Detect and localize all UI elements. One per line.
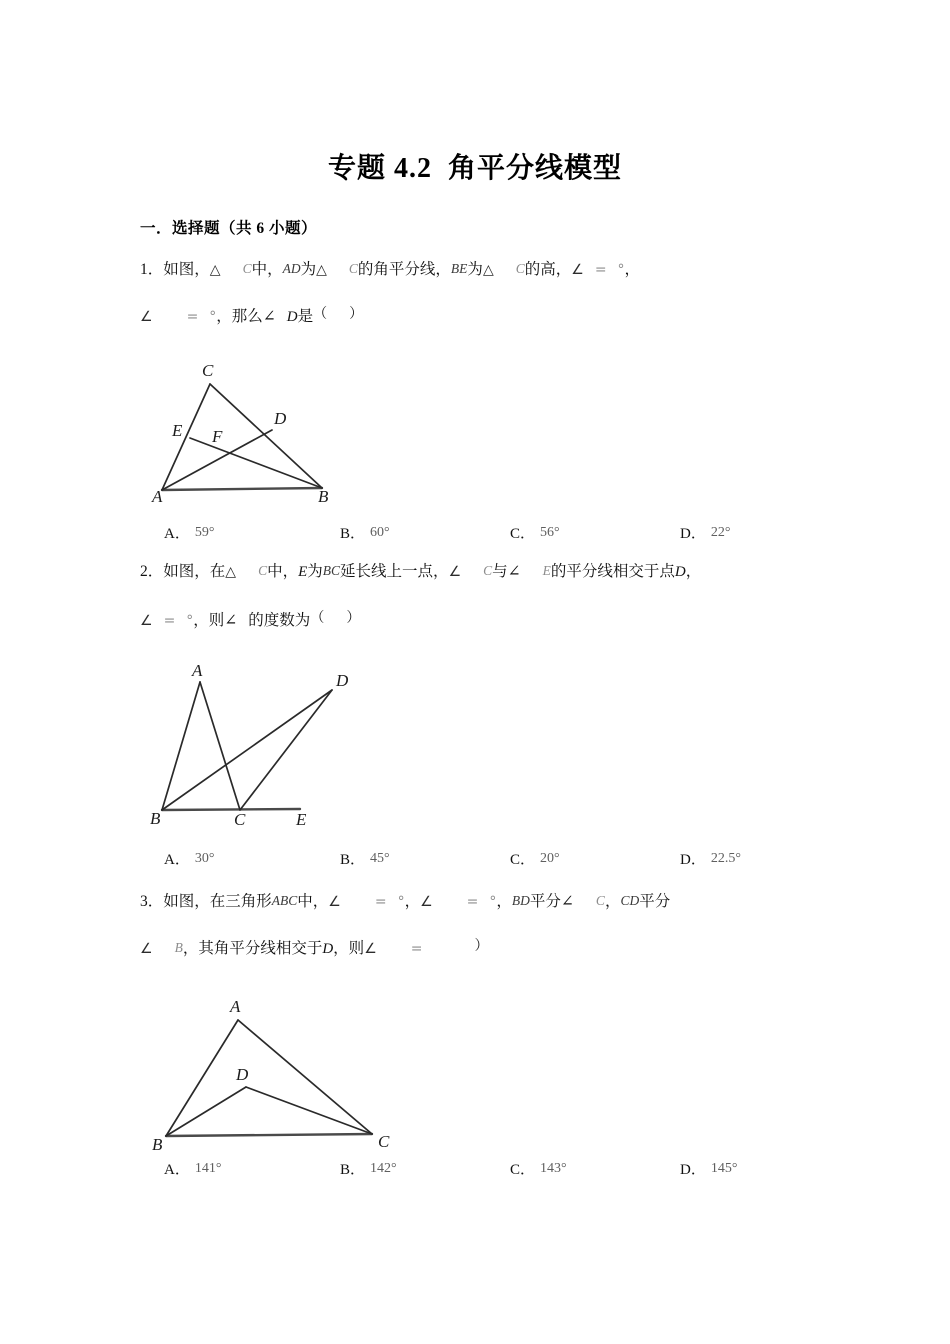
q1-option-D-label: D．: [680, 526, 706, 542]
q1-option-A[interactable]: [164, 522, 214, 543]
q1-vertex-label-C: C: [202, 362, 214, 380]
q1-text-f: 的高，: [524, 261, 572, 278]
q1-triangle-symbol-3: △: [482, 262, 494, 278]
q3-text-d: 平分: [639, 893, 671, 910]
q1-triangle-1-tail: C: [242, 261, 252, 276]
q2-option-C-label: C．: [510, 852, 536, 868]
q3-point-d: D: [322, 941, 334, 957]
question-1-options: [150, 522, 850, 548]
q3-option-C-label: C．: [510, 1162, 536, 1178]
q3-vertex-label-B: B: [152, 1135, 163, 1152]
q3-triangle-abc: ABC: [271, 893, 298, 908]
q1-option-C-value: 56°: [540, 525, 560, 540]
q3-angle-3-tail: C: [595, 893, 605, 908]
q2-option-D-value: 22.5°: [710, 851, 741, 866]
q3-angle-symbol-4: ∠: [140, 941, 153, 957]
q1-equals-1: =: [594, 262, 607, 278]
q2-vertex-label-D: D: [336, 671, 349, 690]
q1-segment-AB: [162, 488, 322, 490]
q3-text-b: 中，: [297, 893, 329, 910]
q2-text-g: ，则∠: [193, 612, 238, 629]
q1-segment-be: BE: [450, 261, 468, 276]
q3-segment-BD: [166, 1087, 246, 1136]
q2-option-D-label: D．: [680, 852, 706, 868]
q1-option-B-value: 60°: [370, 525, 390, 540]
question-3-number: 3．: [140, 893, 164, 910]
q2-triangle-1-tail: C: [258, 563, 268, 578]
q3-angle-symbol-1: ∠: [328, 894, 341, 910]
q3-text-f: ，则: [333, 940, 365, 957]
q2-option-A-value: 30°: [194, 851, 215, 866]
q3-comma-3: ，: [604, 893, 621, 910]
q1-option-A-label: A．: [164, 526, 190, 542]
q3-option-B[interactable]: [340, 1158, 397, 1179]
q2-option-C[interactable]: [510, 848, 560, 869]
q3-equals-2: =: [466, 894, 479, 910]
q3-segment-DC: [246, 1087, 372, 1134]
q3-vertex-label-C: C: [378, 1132, 390, 1151]
q1-point-d: D: [286, 309, 298, 325]
q1-vertex-label-A: A: [152, 487, 163, 502]
question-3-line-2: [140, 936, 488, 960]
q2-option-B[interactable]: [340, 848, 390, 869]
q1-equals-2: =: [186, 309, 199, 325]
q1-triangle-symbol-1: △: [209, 262, 221, 278]
q3-segment-BA: [166, 1020, 238, 1136]
q2-vertex-label-C: C: [234, 810, 246, 827]
q2-segment-CD: [240, 690, 332, 810]
q3-option-A-value: 141°: [194, 1161, 222, 1176]
q2-segment-AC: [200, 682, 240, 810]
q2-triangle-symbol-1: △: [225, 564, 237, 580]
q2-option-A[interactable]: [164, 848, 214, 869]
q1-segment-CB: [210, 384, 322, 488]
q2-vertex-label-A: A: [192, 662, 203, 680]
q2-text-a: 如图，在: [163, 563, 226, 580]
q3-paren-close: ）: [474, 939, 489, 954]
q1-vertex-label-D: D: [274, 409, 287, 428]
q1-option-D-value: 22°: [710, 525, 731, 540]
q1-paren-open: （: [313, 307, 328, 322]
q1-angle-symbol-1: ∠: [571, 262, 584, 278]
q2-option-A-label: A．: [164, 852, 190, 868]
q2-text-c: 为: [307, 563, 323, 580]
section-header-choice-questions: 一．选择题（共 6 小题）: [140, 220, 318, 237]
question-3-figure: [150, 992, 400, 1152]
q1-segment-ad: AD: [282, 261, 301, 276]
question-2-options: [150, 848, 850, 874]
q1-text-d: 的角平分线，: [357, 261, 451, 278]
q3-option-C[interactable]: [510, 1158, 567, 1179]
q2-option-C-value: 20°: [540, 851, 560, 866]
q1-comma-1: ，: [624, 261, 641, 278]
q2-paren-open: （: [310, 611, 325, 626]
question-3-line-1: [140, 890, 670, 913]
q3-comma-2: ，: [496, 893, 512, 910]
q1-triangle-symbol-2: △: [316, 262, 327, 278]
q1-text-h: 是: [297, 308, 314, 325]
q2-degree-1: °: [186, 613, 194, 629]
q2-angle-1-tail: C: [483, 563, 493, 578]
q3-equals-3: =: [410, 941, 423, 957]
q3-vertex-label-D: D: [236, 1065, 249, 1084]
q3-segment-AC: [238, 1020, 372, 1134]
q3-option-A-label: A．: [164, 1162, 190, 1178]
q3-angle-symbol-5: ∠: [364, 941, 377, 957]
question-2-line-2: [140, 608, 360, 632]
q2-vertex-label-E: E: [296, 810, 307, 827]
q2-point-d: D: [674, 564, 686, 580]
q1-option-C-label: C．: [510, 526, 536, 542]
q3-option-D-label: D．: [680, 1162, 706, 1178]
q2-text-d: 延长线上一点，: [340, 563, 449, 580]
question-1-line-2: [140, 304, 363, 328]
q3-text-a: 如图，在三角形: [163, 893, 272, 910]
q3-segment-bd: BD: [511, 893, 530, 908]
q3-segment-BC: [166, 1134, 372, 1136]
q1-paren-close: ）: [349, 307, 364, 322]
q3-option-B-value: 142°: [370, 1161, 397, 1176]
q1-degree-2: °: [209, 309, 217, 325]
question-3-options: [150, 1158, 850, 1184]
q2-text-f: 的平分线相交于点: [550, 563, 675, 580]
q2-option-B-label: B．: [340, 852, 366, 868]
question-2-number: 2．: [140, 563, 164, 580]
q3-option-D[interactable]: [680, 1158, 737, 1179]
q3-option-D-value: 145°: [710, 1161, 738, 1176]
q2-segment-BE: [162, 809, 300, 810]
q2-text-e: 与∠: [492, 563, 521, 580]
q2-point-e: E: [298, 564, 308, 580]
q3-degree-2: °: [489, 894, 497, 910]
question-1-figure: [150, 362, 350, 502]
q1-segment-AC: [162, 384, 210, 490]
q2-segment-BD: [162, 690, 332, 810]
q1-degree-1: °: [617, 262, 625, 278]
q1-vertex-label-B: B: [318, 487, 329, 502]
q2-angle-symbol-1: ∠: [448, 564, 462, 580]
q1-triangle-3-tail: C: [515, 261, 525, 276]
q3-vertex-label-A: A: [230, 997, 241, 1016]
question-1-number: 1．: [140, 261, 164, 278]
page-title: 专题 4.2 角平分线模型: [327, 153, 622, 184]
q1-vertex-label-F: F: [212, 427, 223, 446]
q1-option-B-label: B．: [340, 526, 366, 542]
question-1-line-1: [140, 258, 640, 281]
q3-angle-4-tail: B: [174, 940, 183, 955]
q3-option-C-value: 143°: [540, 1161, 567, 1176]
q1-text-a: 如图，: [163, 261, 210, 278]
q2-paren-close: ）: [346, 611, 361, 626]
q3-angle-symbol-2: ∠: [420, 894, 433, 910]
q2-equals-1: =: [163, 613, 176, 629]
q2-angle-2-tail: E: [542, 563, 551, 578]
q1-text-e: 为: [467, 261, 483, 278]
q3-degree-1: °: [397, 894, 405, 910]
q3-equals-1: =: [374, 894, 387, 910]
q1-option-B[interactable]: [340, 522, 390, 543]
q1-text-b: 中，: [251, 261, 283, 278]
q1-text-c: 为: [300, 261, 317, 278]
q1-option-C[interactable]: [510, 522, 560, 543]
q3-comma-1: ，: [404, 893, 421, 910]
q1-angle-symbol-2: ∠: [140, 309, 153, 325]
q2-segment-BA: [162, 682, 200, 810]
q1-text-g: ，那么∠: [216, 308, 276, 325]
q2-vertex-label-B: B: [150, 809, 161, 827]
q2-segment-bc: BC: [322, 563, 341, 578]
q2-text-h: 的度数为: [248, 612, 311, 629]
q1-triangle-2-tail: C: [348, 261, 358, 276]
q1-option-D[interactable]: [680, 522, 730, 543]
q1-option-A-value: 59°: [194, 525, 215, 540]
q2-comma-1: ，: [685, 563, 702, 580]
q3-option-B-label: B．: [340, 1162, 366, 1178]
question-2-figure: [150, 662, 360, 827]
q3-text-c: 平分∠: [529, 893, 574, 910]
q2-option-B-value: 45°: [370, 851, 390, 866]
q3-option-A[interactable]: [164, 1158, 221, 1179]
q2-option-D[interactable]: [680, 848, 741, 869]
q1-vertex-label-E: E: [172, 421, 183, 440]
question-2-line-1: [140, 560, 701, 583]
q2-text-b: 中，: [267, 563, 299, 580]
q3-text-e: ，其角平分线相交于: [182, 940, 323, 957]
q2-angle-symbol-2: ∠: [140, 613, 153, 629]
q3-segment-cd: CD: [620, 893, 640, 908]
